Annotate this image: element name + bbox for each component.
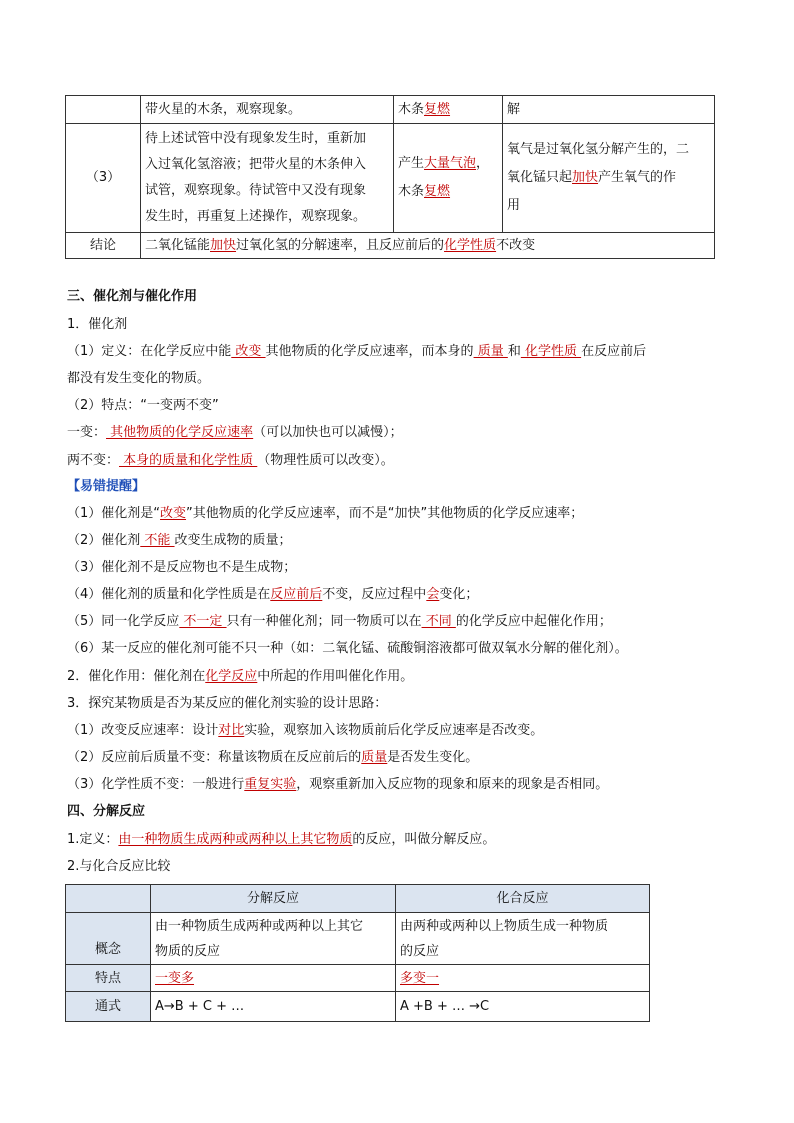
table-cell: A→B + C + … [151,992,396,1022]
experiment-table [65,95,715,259]
item-title: 1．催化剂 [67,317,128,332]
table-cell: A +B + … →C [396,992,650,1022]
feature-line: （2）特点：“一变两不变” [67,398,219,413]
table-cell: 多变一 [396,965,650,992]
table-header-row [66,885,650,913]
tip-line: （2）催化剂 不能 改变生成物的质量； [67,533,292,548]
operation-cell: 待上述试管中没有现象发生时，重新加 入过氧化氢溶液；把带火星的木条伸入 试管，观察现象。待试管中又没有现象 发生时，再重复上述操作，观察现象。 [141,124,394,233]
summary-label: 结论 [66,233,141,259]
row-label: 概念 [66,913,151,965]
definition-line-2: 都没有发生变化的物质。 [67,371,211,386]
table-cell: 一变多 [151,965,396,992]
conclusion-cell: 氧气是过氧化氢分解产生的，二 氧化锰只起加快产生氧气的作 用 [503,124,715,233]
step-cell: （3） [66,124,141,233]
row-label: 特点 [66,965,151,992]
table-row [66,965,650,992]
phenomenon-cell: 木条复燃 [394,96,503,124]
item-title: 2．催化作用：催化剂在化学反应中所起的作用叫催化作用。 [67,669,414,684]
definition-line: 1.定义：由一种物质生成两种或两种以上其它物质的反应，叫做分解反应。 [67,832,496,847]
tip-line: （4）催化剂的质量和化学性质是在反应前后不变，反应过程中会变化； [67,587,479,602]
tip-line: （5）同一化学反应 不一定 只有一种催化剂；同一物质可以在 不同 的化学反应中起催化作用； [67,614,612,629]
phenomenon-cell: 产生大量气泡， 木条复燃 [394,124,503,233]
definition-line: （1）定义：在化学反应中能 改变 其他物质的化学反应速率，而本身的 质量 和 化学性质 在反应前后 [67,344,647,359]
table-row [66,992,650,1022]
table-row [66,96,715,124]
table-row [66,913,650,965]
item-title: 3．探究某物质是否为某反应的催化剂实验的设计思路： [67,696,388,711]
tip-line: （1）催化剂是“改变”其他物质的化学反应速率，而不是“加快”其他物质的化学反应速率； [67,506,584,521]
tip-line: （3）催化剂不是反应物也不是生成物； [67,560,297,575]
row-label: 通式 [66,992,151,1022]
section-heading: 三、催化剂与催化作用 [67,289,198,304]
summary-cell: 二氧化锰能加快过氧化氢的分解速率，且反应前后的化学性质不改变 [141,233,715,259]
design-line: （1）改变反应速率：设计对比实验，观察加入该物质前后化学反应速率是否改变。 [67,723,544,738]
column-header: 化合反应 [396,885,650,913]
operation-cell: 带火星的木条，观察现象。 [141,96,394,124]
table-row [66,233,715,259]
tip-heading: 【易错提醒】 [67,479,146,494]
column-header: 分解反应 [151,885,396,913]
section-heading: 四、分解反应 [67,804,146,819]
comparison-table [65,884,650,1022]
one-change-line: 一变： 其他物质的化学反应速率（可以加快也可以减慢）； [67,425,403,440]
two-unchanged-line: 两不变： 本身的质量和化学性质 （物理性质可以改变）。 [67,453,394,468]
compare-title: 2.与化合反应比较 [67,859,171,874]
conclusion-cell: 解 [503,96,715,124]
table-cell: 由一种物质生成两种或两种以上其它 物质的反应 [151,913,396,965]
tip-line: （6）某一反应的催化剂可能不只一种（如：二氧化锰、硫酸铜溶液都可做双氧水分解的催化剂）。 [67,641,628,656]
design-line: （3）化学性质不变：一般进行重复实验，观察重新加入反应物的现象和原来的现象是否相同。 [67,777,609,792]
table-row [66,124,715,233]
design-line: （2）反应前后质量不变：称量该物质在反应前后的质量是否发生变化。 [67,750,479,765]
table-cell: 由两种或两种以上物质生成一种物质 的反应 [396,913,650,965]
